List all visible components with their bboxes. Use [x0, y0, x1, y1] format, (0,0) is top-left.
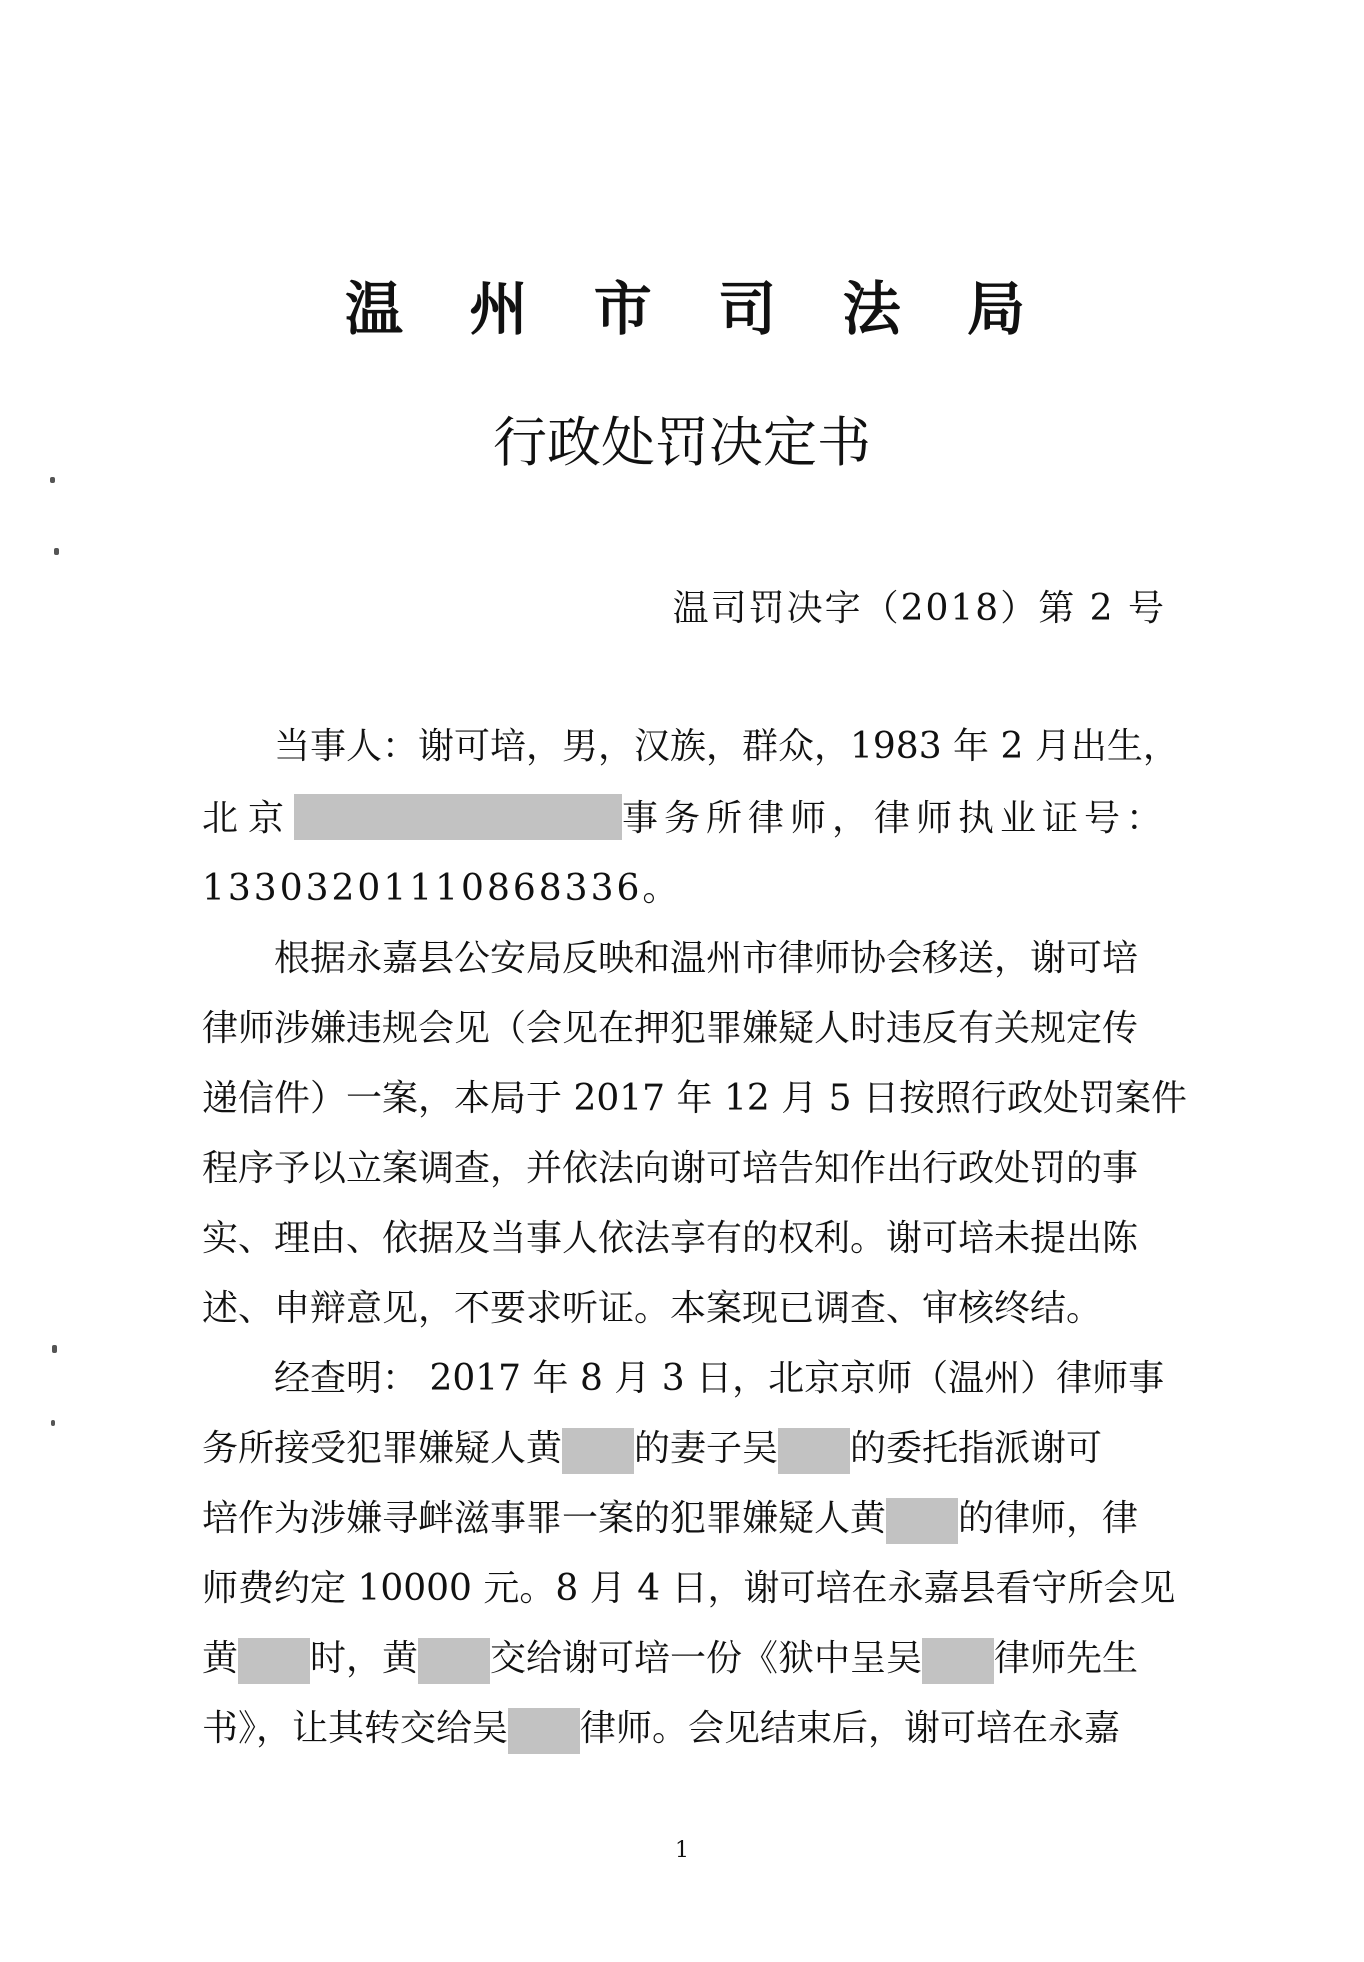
redaction-box: [922, 1638, 994, 1684]
agency-title-char: 司: [718, 275, 777, 343]
body-text: 律师涉嫌违规会见（会见在押犯罪嫌疑人时违反有关规定传: [202, 1008, 1139, 1049]
body-text: 时，黄: [310, 1638, 419, 1679]
body-text: 的委托指派谢可: [850, 1428, 1103, 1469]
body-text: 递信件）一案，本局于 2017 年 12 月 5 日按照行政处罚案件: [202, 1078, 1187, 1119]
body-text: 根据永嘉县公安局反映和温州市律师协会移送，谢可培: [274, 938, 1139, 979]
body-text: 的妻子吴: [634, 1428, 779, 1469]
body-text: 实、理由、依据及当事人依法享有的权利。谢可培未提出陈: [202, 1218, 1139, 1259]
body-line: [202, 1284, 1168, 1334]
agency-title-char: 州: [469, 275, 528, 343]
redaction-box: [418, 1638, 490, 1684]
scan-speck: [52, 1345, 57, 1353]
redaction-box: [238, 1638, 310, 1684]
body-text: 黄: [202, 1638, 239, 1679]
body-line: [202, 1354, 1168, 1404]
scan-speck: [50, 477, 55, 483]
redaction-box: [508, 1708, 580, 1754]
body-text: 当事人：谢可培，男，汉族，群众，1983 年 2 月出生，: [274, 726, 1179, 767]
redaction-box: [778, 1428, 850, 1474]
body-text: 培作为涉嫌寻衅滋事罪一案的犯罪嫌疑人黄: [202, 1498, 887, 1539]
body-text: 交给谢可培一份《狱中呈吴: [490, 1638, 923, 1679]
body-line: [202, 934, 1168, 984]
redaction-box: [294, 794, 622, 840]
body-line: [202, 1564, 1176, 1614]
body-text: 经查明： 2017 年 8 月 3 日，北京京师（温州）律师事: [274, 1358, 1165, 1399]
body-line: [202, 1494, 1168, 1544]
redaction-box: [886, 1498, 958, 1544]
body-text: 程序予以立案调查，并依法向谢可培告知作出行政处罚的事: [202, 1148, 1139, 1189]
body-line: [202, 1634, 1168, 1684]
body-line: [202, 794, 1168, 844]
body-line: [202, 1424, 1132, 1474]
body-text: 务所接受犯罪嫌疑人黄: [202, 1428, 563, 1469]
redaction-box: [562, 1428, 634, 1474]
body-line: [202, 722, 1179, 772]
scan-speck: [51, 1420, 55, 1426]
body-text: 的律师，律: [958, 1498, 1139, 1539]
scan-speck: [54, 548, 59, 555]
agency-title-char: 温: [345, 275, 404, 343]
body-text: 北京: [202, 798, 295, 839]
body-line: [202, 1004, 1168, 1054]
body-text: 律师。会见结束后，谢可培在永嘉: [580, 1708, 1121, 1749]
document-number: 温司罚决字（2018）第 2 号: [672, 588, 1166, 629]
body-line: [202, 1074, 1187, 1124]
body-text: 师费约定 10000 元。8 月 4 日，谢可培在永嘉县看守所会见: [202, 1568, 1176, 1609]
body-text: 述、申辩意见，不要求听证。本案现已调查、审核终结。: [202, 1288, 1103, 1329]
agency-title-char: 局: [966, 275, 1025, 343]
body-line: [202, 1704, 1168, 1754]
agency-title-char: 市: [593, 275, 652, 343]
agency-title-char: 法: [842, 275, 901, 343]
document-type-title: 行政处罚决定书: [493, 411, 871, 474]
body-text: 书》，让其转交给吴: [202, 1708, 509, 1749]
license-number: 13303201110868336。: [202, 868, 682, 909]
body-text: 律师先生: [994, 1638, 1139, 1679]
body-line: [202, 864, 1168, 914]
body-text: 事务所律师，律师执业证号：: [621, 798, 1168, 839]
body-line: [202, 1144, 1168, 1194]
body-line: [202, 1214, 1168, 1264]
agency-title: [345, 262, 1025, 342]
page-number: 1: [675, 1838, 689, 1863]
